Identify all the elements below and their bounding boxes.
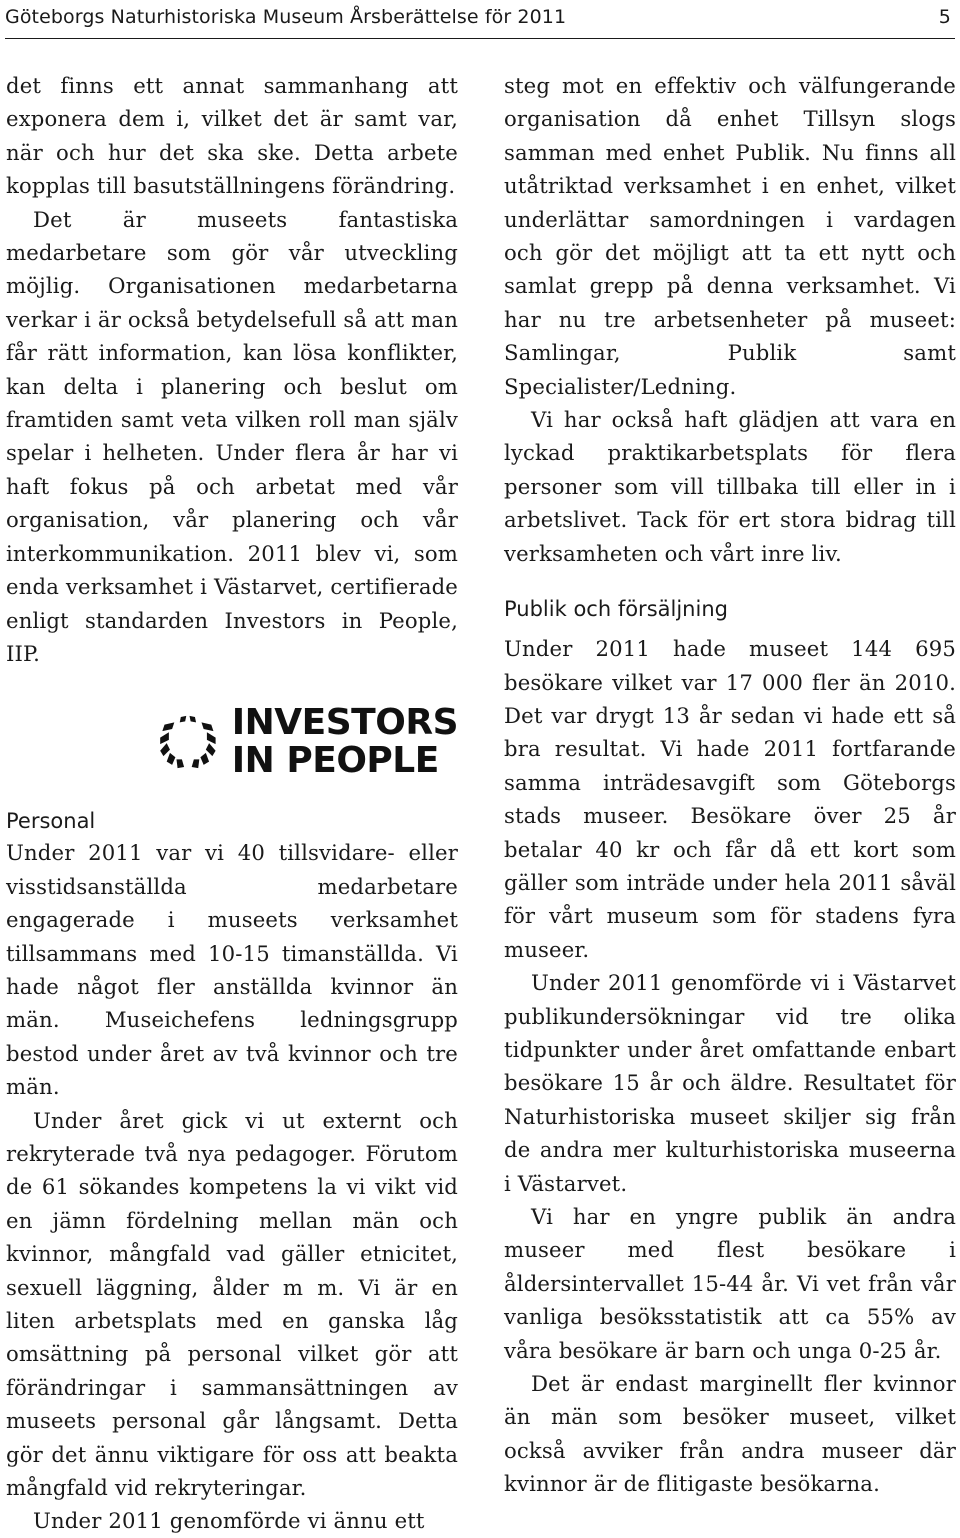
logo-line-in-people: IN PEOPLE <box>231 740 439 782</box>
paragraph: steg mot en effektiv och välfungerande organisation då enhet Tillsyn slogs samman med enhet Publik. Nu finns all utåtriktad verksamhet i en enhet, vilket underlättar samordningen i vardagen och gör det möjligt att ta ett nytt och samlat grepp på denna verksamhet. Vi har nu tre arbetsenheter på museet: Samlingar, Publik samt Specialister/Ledning. <box>504 73 956 399</box>
paragraph: Under året gick vi ut externt och rekryterade två nya pedagoger. Förutom de 61 sökandes kompetens la vi vikt vid en jämn fördelning mellan män och kvinnor, mångfald vad gäller etnicitet, sexuell läggning, ålder m m. Vi är en liten arbetsplats med en ganska låg omsättning på personal vilket gör att förändringar i sammansättningen av museets personal går långsamt. Detta gör det ännu viktigare för oss att beakta mångfald vid rekryteringar. <box>6 1107 458 1501</box>
section-heading-publik: Publik och försäljning <box>504 597 728 622</box>
left-column <box>6 69 458 1538</box>
paragraph: Vi har en yngre publik än andra museer med flest besökare i åldersintervallet 15-44 år. Vi vet från vår vanliga besöksstatistik att ca 55% av våra besökare är barn och unga 0-25 år. <box>504 1204 956 1363</box>
page-header <box>5 0 955 39</box>
paragraph: Under 2011 hade museet 144 695 besökare vilket var 17 000 fler än 2010. Det var drygt 13 år sedan vi hade ett så bra resultat. Vi hade 2011 fortfarande samma inträdesavgift som Göteborgs stads museer. Besökare över 25 år betalar 40 kr och får då ett kort som gäller som inträde under hela 2011 såväl för vårt museum som för stadens fyra museer. <box>504 636 956 962</box>
paragraph: Under 2011 genomförde vi ännu ett <box>33 1508 425 1534</box>
paragraph: Det är museets fantastiska medarbetare som gör vår utveckling möjlig. Organisationen medarbetarna verkar i är också betydelsefull så att man får rätt information, kan lösa konflikter, kan delta i planering och beslut om framtiden samt veta vilken roll man själv spelar i helheten. Under flera år har vi haft fokus på och arbetat med vår organisation, vår planering och vår interkommunikation. 2011 blev vi, som enda verksamhet i Västarvet, certifierade enligt standarden Investors in People, IIP. <box>6 206 458 666</box>
paragraph: Det är endast marginellt fler kvinnor än män som besöker museet, vilket också avviker från andra museer där kvinnor är de flitigaste besökarna. <box>504 1371 956 1497</box>
paragraph: Vi har också haft glädjen att vara en lyckad praktikarbetsplats för flera personer som vill tillbaka till eller in i arbetslivet. Tack för ert stora bidrag till verksamheten och vårt inre liv. <box>504 407 956 566</box>
paragraph: Under 2011 genomförde vi i Västarvet publikundersökningar vid tre olika tidpunkter under året omfattande enbart besökare 15 år och äldre. Resultatet för Naturhistoriska museet skiljer sig från de andra mer kulturhistoriska museerna i Västarvet. <box>504 970 956 1196</box>
section-heading-personal: Personal <box>6 809 96 834</box>
logo-text <box>232 704 458 780</box>
right-column <box>504 69 956 1501</box>
investors-in-people-logo <box>158 692 458 792</box>
paragraph: Under 2011 var vi 40 tillsvidare- eller visstidsanställda medarbetare engagerade i museets verksamhet tillsammans med 10-15 timanställda. Vi hade något fler anställda kvinnor än män. Museichefens ledningsgrupp bestod under året av två kvinnor och tre män. <box>6 840 458 1100</box>
page-number: 5 <box>938 6 951 28</box>
document-title: Göteborgs Naturhistoriska Museum Årsberättelse för 2011 <box>5 6 567 28</box>
paragraph: det finns ett annat sammanhang att exponera dem i, vilket det är samt var, när och hur det ska ske. Detta arbete kopplas till basutställningens förändring. <box>6 73 458 199</box>
laurel-wreath-icon <box>158 692 218 792</box>
logo-line-investors: INVESTORS <box>231 702 458 744</box>
